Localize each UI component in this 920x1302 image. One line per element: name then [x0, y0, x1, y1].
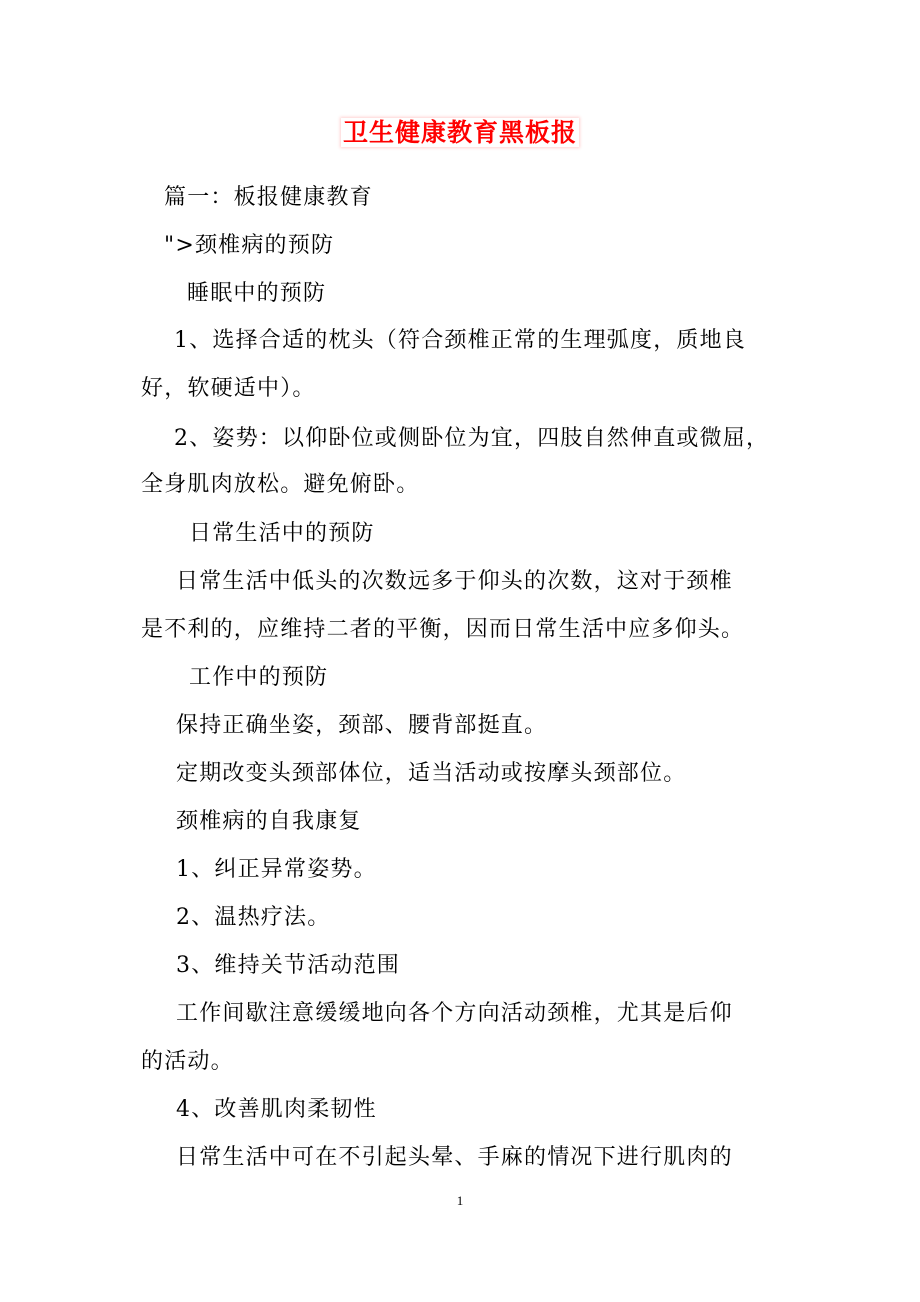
- page-number: 1: [456, 1193, 464, 1208]
- list-item: 4、改善肌肉柔韧性: [176, 1097, 377, 1122]
- document-title-text: 卫生健康教育黑板报: [342, 118, 577, 147]
- subsection-heading: 工作中的预防: [189, 665, 329, 690]
- section-heading: 篇一：板报健康教育: [164, 185, 373, 210]
- subsection-heading: ">颈椎病的预防: [164, 233, 335, 258]
- paragraph-line: 日常生活中低头的次数远多于仰头的次数，这对于颈椎: [176, 569, 733, 594]
- paragraph-line: 1、选择合适的枕头（符合颈椎正常的生理弧度，质地良: [174, 328, 746, 353]
- list-item: 3、维持关节活动范围: [176, 953, 400, 978]
- paragraph-line: 全身肌肉放松。避免俯卧。: [141, 472, 420, 497]
- list-item: 2、温热疗法。: [176, 905, 331, 930]
- paragraph-line: 是不利的，应维持二者的平衡，因而日常生活中应多仰头。: [141, 617, 745, 642]
- list-item: 1、纠正异常姿势。: [176, 857, 377, 882]
- paragraph-line: 2、姿势：以仰卧位或侧卧位为宜，四肢自然伸直或微屈，: [174, 426, 770, 451]
- paragraph-line: 的活动。: [141, 1049, 234, 1074]
- paragraph-line: 定期改变头颈部体位，适当活动或按摩头颈部位。: [176, 761, 687, 786]
- paragraph-line: 日常生活中可在不引起头晕、手麻的情况下进行肌肉的: [176, 1145, 733, 1170]
- subsection-heading: 睡眠中的预防: [187, 281, 327, 306]
- subsection-heading: 颈椎病的自我康复: [176, 809, 362, 834]
- subsection-heading: 日常生活中的预防: [189, 521, 375, 546]
- paragraph-line: 工作间歇注意缓缓地向各个方向活动颈椎，尤其是后仰: [176, 1001, 733, 1026]
- paragraph-line: 保持正确坐姿，颈部、腰背部挺直。: [176, 713, 548, 738]
- document-title: [0, 113, 920, 149]
- paragraph-line: 好，软硬适中）。: [141, 376, 316, 401]
